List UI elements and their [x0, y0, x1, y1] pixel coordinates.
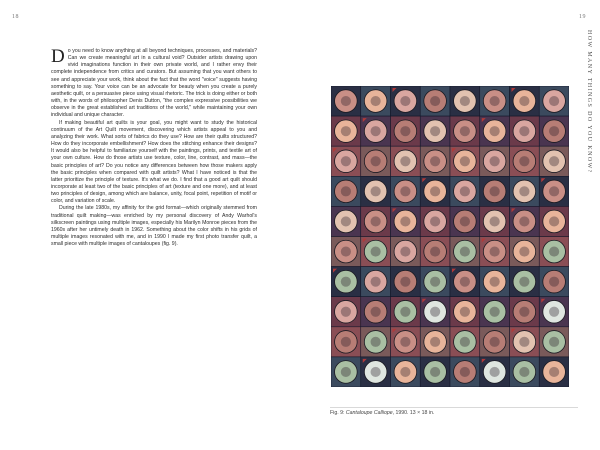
paragraph-2: If making beautiful art quilts is your goal, you might want to study the historical continuum of the Art Quilt movement, discovering which artists appeal to you and analyzing their work. What sorts of fabrics do they use? How are their quilts structured? How do they incorporate embellishment? How does the stitching enhance their designs? It would also be helpful to familiarize yourself with the paintings, prints, and textile art of your own culture. How do those artists use texture, color, line, contrast, and mass—the basic principles of art? Do you notice any differences between how those makers apply the basic principles when compared with quilt artists? What I have noticed is that the latter prioritize the principle of texture. It's what we do. I find that a good art quilt should incorporate at least two of the basic principles of art (texture and one more), and at least two principles of design, among which are balance, unity, focal point, repetition of motif or color, and variation of scale.	[51, 119, 257, 205]
paragraph-3: During the late 1980s, my affinity for the grid format—which originally stemmed from traditional quilt making—was enriched by my personal discovery of Andy Warhol's silkscreen paintings using multiple images, especially his Marilyn Monroe pieces from the 1960s after her untimely death in 1962. Something about the color shifts in his grids of multiple images resonated with me, and in 1990 I made my first photo transfer quilt, a small piece with multiple images of cantaloupes (fig. 9).	[51, 205, 257, 248]
page-number-left: 18	[12, 14, 19, 20]
quilt-illustration	[331, 86, 569, 387]
running-head: HOW MANY THINGS DO YOU KNOW?	[586, 30, 592, 174]
quilt-image	[331, 86, 569, 387]
body-text	[51, 48, 257, 248]
figure-caption	[330, 410, 434, 416]
caption-rule	[330, 407, 578, 408]
paragraph-1	[51, 48, 257, 120]
caption-prefix: Fig. 9:	[330, 410, 345, 416]
page-number-right: 19	[579, 14, 586, 20]
drop-cap: D	[51, 46, 65, 67]
caption-title: Cantaloupe Calliope	[345, 410, 393, 416]
paragraph-1-text: o you need to know anything at all beyond techniques, processes, and materials? Can we create meaningful art in a cultural void? Outsider artists drawing upon vivid imaginations function in their own private world, and I rather envy their complete independence from critics and curators. But assuming that you want others to see and appreciate your work, think about the fact that the word "voice" suggests having something to say. Your voice can be an advocate for beauty when you create a purely aesthetic quilt, or a persuasive piece using visual rhetoric. The trick is doing either or both with, in the words of philosopher Denis Dutton, "the complex expressive possibilities we observe in the great established art traditions of the world," while maintaining your own individual and unique character.	[51, 48, 257, 119]
caption-suffix: , 1990. 13 × 18 in.	[392, 410, 435, 416]
